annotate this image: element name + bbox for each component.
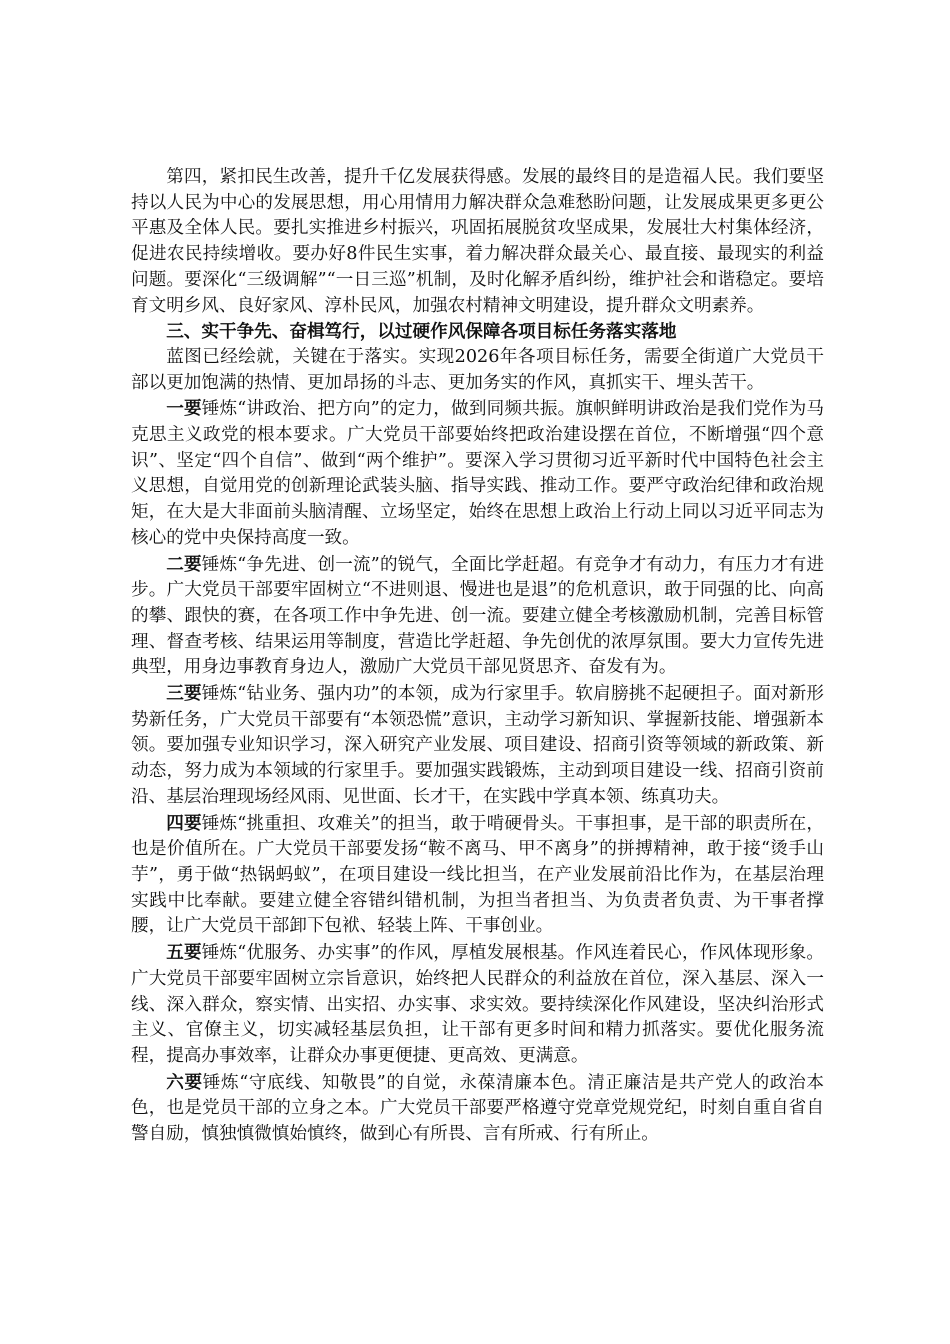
paragraph-lead: 二要 (166, 553, 202, 575)
paragraph-requirement-five (131, 940, 824, 1070)
paragraph-text: 锤炼“讲政治、把方向”的定力，做到同频共振。旗帜鲜明讲政治是我们党作为马克思主义政党的根本要求。广大党员干部要始终把政治建设摆在首位，不断增强“四个意识”、坚定“四个自信”、做到“两个维护”。要深入学习贯彻习近平新时代中国特色社会主义思想，自觉用党的创新理论武装头脑、指导实践、推动工作。要严守政治纪律和政治规矩，在大是大非面前头脑清醒、立场坚定，始终在思想上政治上行动上同以习近平同志为核心的党中央保持高度一致。 (131, 399, 824, 548)
section-heading: 三、实干争先、奋楫笃行，以过硬作风保障各项目标任务落实落地 (166, 321, 677, 343)
paragraph-intro (131, 345, 824, 396)
paragraph-text: 锤炼“守底线、知敬畏”的自觉，永葆清廉本色。清正廉洁是共产党人的政治本色，也是党员干部的立身之本。广大党员干部要严格遵守党章党规党纪，时刻自重自省自警自励，慎独慎微慎始慎终，做到心有所畏、言有所戒、行有所止。 (131, 1072, 824, 1145)
paragraph-text: 第四，紧扣民生改善，提升千亿发展获得感。发展的最终目的是造福人民。我们要坚持以人民为中心的发展思想，用心用情用力解决群众急难愁盼问题，让发展成果更多更公平惠及全体人民。要扎实推进乡村振兴，巩固拓展脱贫攻坚成果，发展壮大村集体经济，促进农民持续增收。要办好8件民生实事，着力解决群众最关心、最直接、最现实的利益问题。要深化“三级调解”“一日三巡”机制，及时化解矛盾纠纷，维护社会和谐稳定。要培育文明乡风、良好家风、淳朴民风，加强农村精神文明建设，提升群众文明素养。 (131, 167, 824, 316)
paragraph-fourth-point (131, 165, 824, 319)
paragraph-text: 蓝图已经绘就，关键在于落实。实现2026年各项目标任务，需要全街道广大党员干部以更加饱满的热情、更加昂扬的斗志、更加务实的作风，真抓实干、埋头苦干。 (131, 346, 824, 393)
paragraph-lead: 五要 (166, 942, 202, 964)
paragraph-requirement-one (131, 396, 824, 551)
paragraph-text: 锤炼“挑重担、攻难关”的担当，敢于啃硬骨头。干事担事，是干部的职责所在，也是价值所在。广大党员干部要发扬“鞍不离马、甲不离身”的拼搏精神，敢于接“烫手山芋”，勇于做“热锅蚂蚁”，在项目建设一线比担当，在产业发展前沿比作为，在基层治理实践中比奉献。要建立健全容错纠错机制，为担当者担当、为负责者负责、为干事者撑腰，让广大党员干部卸下包袱、轻装上阵、干事创业。 (131, 813, 824, 937)
paragraph-lead: 四要 (166, 812, 202, 834)
paragraph-text: 锤炼“争先进、创一流”的锐气，全面比学赶超。有竞争才有动力，有压力才有进步。广大党员干部要牢固树立“不进则退、慢进也是退”的危机意识，敢于同强的比、向高的攀、跟快的赛，在各项工作中争先进、创一流。要建立健全考核激励机制，完善目标管理、督查考核、结果运用等制度，营造比学赶超、争先创优的浓厚氛围。要大力宣传先进典型，用身边事教育身边人，激励广大党员干部见贤思齐、奋发有为。 (131, 554, 824, 678)
paragraph-requirement-three (131, 681, 824, 811)
paragraph-text: 锤炼“优服务、办实事”的作风，厚植发展根基。作风连着民心，作风体现形象。广大党员干部要牢固树立宗旨意识，始终把人民群众的利益放在首位，深入基层、深入一线、深入群众，察实情、出实招、办实事、求实效。要持续深化作风建设，坚决纠治形式主义、官僚主义，切实减轻基层负担，让干部有更多时间和精力抓落实。要优化服务流程，提高办事效率，让群众办事更便捷、更高效、更满意。 (131, 943, 824, 1066)
document-body (131, 165, 824, 1148)
paragraph-requirement-four (131, 811, 824, 941)
paragraph-lead: 三要 (166, 683, 202, 705)
paragraph-text: 锤炼“钻业务、强内功”的本领，成为行家里手。软肩膀挑不起硬担子。面对新形势新任务，广大党员干部要有“本领恐慌”意识，主动学习新知识、掌握新技能、增强新本领。要加强专业知识学习，深入研究产业发展、项目建设、招商引资等领域的新政策、新动态，努力成为本领域的行家里手。要加强实践锻炼，主动到项目建设一线、招商引资前沿、基层治理现场经风雨、见世面、长才干，在实践中学真本领、练真功夫。 (131, 684, 824, 807)
paragraph-requirement-six (131, 1070, 824, 1148)
paragraph-lead: 一要 (166, 398, 202, 420)
paragraph-lead: 六要 (166, 1071, 203, 1093)
paragraph-requirement-two (131, 552, 824, 682)
